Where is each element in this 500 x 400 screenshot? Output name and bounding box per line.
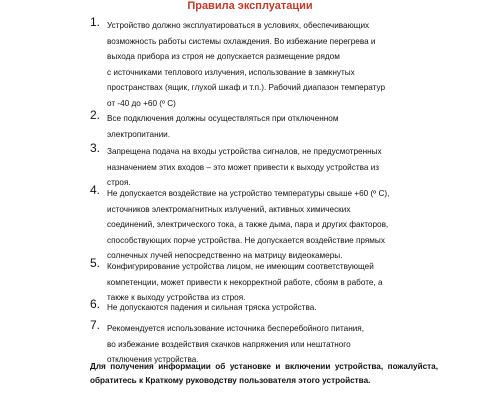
rule-number: 2. [90,108,101,122]
rule-text: Запрещена подача на входы устройства сигналов, не предусмотренных назначением этих входов – это может привести к выходу устройства из строя. [107,147,382,188]
rule-number: 5. [90,256,101,270]
rule-text: Все подключения должны осуществляться при отключенном электропитании. [107,114,339,139]
footer-note: Для получения информации об установке и включении устройства, пожалуйста, обратитесь к Краткому руководству пользователя этого устройства. [90,362,438,385]
rule-number: 4. [90,183,101,197]
rule-text: Не допускаются падения и сильная тряска устройства. [107,303,317,312]
rule-number: 6. [90,297,101,311]
rule-text: Не допускается воздействие на устройство температуры свыше +60 (º С), источников электромагнитных излучений, активных химических соединений, электрического тока, а также дыма, пара и других факторов, способствующих порче устройства. Не допускается воздействие прямых солнечных лучей непосредственно на матрицу видеокамеры. [107,189,390,261]
rule-text: Устройство должно эксплуатироваться в условиях, обеспечивающих возможность работы системы охлаждения. Во избежание перегрева и выхода прибора из строя не допускается размещение рядом с источниками теплового излучения, использование в замкнутых пространствах (ящик, глухой шкаф и т.п.). Рабочий диапазон температур от -40 до +60 (º С) [107,21,386,108]
rule-number: 1. [90,15,101,29]
rule-number: 7. [90,318,101,332]
page-title: Правила эксплуатации [187,0,313,12]
rule-text: Рекомендуется использование источника бесперебойного питания, во избежание воздействия скачков напряжения или нештатного отключения устройства. [107,324,365,365]
rule-text: Конфигурирование устройства лицом, не имеющим соответствующей компетенции, может привести к некорректной работе, сбоям в работе, а также к выходу устройства из строя. [107,262,383,303]
rule-number: 3. [90,141,101,155]
